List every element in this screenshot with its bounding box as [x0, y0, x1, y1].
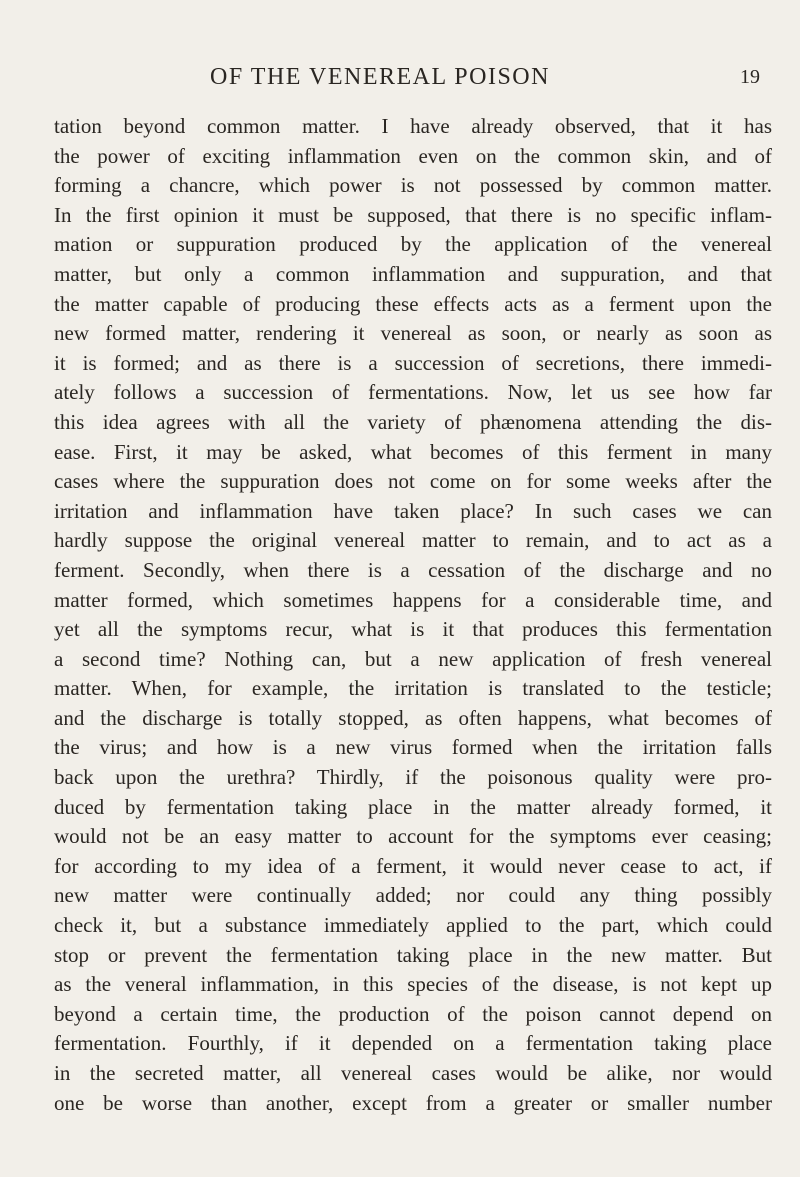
- text-line: irritation and inflammation have taken place? In such cases we can: [54, 498, 772, 523]
- text-line: it is formed; and as there is a succession of secretions, there immedi-: [54, 350, 772, 375]
- text-line: duced by fermentation taking place in the matter already formed, it: [54, 794, 772, 819]
- text-line: this idea agrees with all the variety of phænomena attending the dis-: [54, 409, 772, 434]
- text-line: matter, but only a common inflammation and suppuration, and that: [54, 261, 772, 286]
- text-line: tation beyond common matter. I have already observed, that it has: [54, 114, 772, 138]
- body-text: [54, 112, 772, 1118]
- text-line: for according to my idea of a ferment, it would never cease to act, if: [54, 853, 772, 878]
- text-line: in the secreted matter, all venereal cases would be alike, nor would: [54, 1061, 772, 1085]
- text-line: one be worse than another, except from a greater or smaller number: [54, 1090, 772, 1115]
- text-line: yet all the symptoms recur, what is it that produces this fermentation: [54, 617, 772, 642]
- text-line: mation or suppuration produced by the application of the venereal: [54, 232, 772, 257]
- text-line: In the first opinion it must be supposed, that there is no specific inflam-: [54, 202, 772, 227]
- text-line: forming a chancre, which power is not possessed by common matter.: [54, 173, 772, 198]
- text-line: cases where the suppuration does not come on for some weeks after the: [54, 469, 772, 494]
- running-head-title: OF THE VENEREAL POISON: [210, 64, 550, 90]
- running-head: [0, 62, 800, 92]
- text-line: new matter were continually added; nor could any thing possibly: [54, 883, 772, 908]
- text-line: ately follows a succession of fermentations. Now, let us see how far: [54, 380, 772, 405]
- text-line: matter. When, for example, the irritation is translated to the testicle;: [54, 676, 772, 701]
- text-line: hardly suppose the original venereal matter to remain, and to act as a: [54, 528, 772, 553]
- text-line: check it, but a substance immediately applied to the part, which could: [54, 913, 772, 938]
- text-line: the power of exciting inflammation even on the common skin, and of: [54, 143, 772, 168]
- text-line: and the discharge is totally stopped, as often happens, what becomes of: [54, 705, 772, 730]
- text-line: stop or prevent the fermentation taking place in the new matter. But: [54, 942, 772, 967]
- page-number: 19: [740, 66, 760, 88]
- text-line: ferment. Secondly, when there is a cessation of the discharge and no: [54, 557, 772, 582]
- text-line: the virus; and how is a new virus formed when the irritation falls: [54, 735, 772, 760]
- text-line: ease. First, it may be asked, what becomes of this ferment in many: [54, 439, 772, 464]
- text-line: would not be an easy matter to account for the symptoms ever ceasing;: [54, 824, 772, 849]
- text-line: back upon the urethra? Thirdly, if the poisonous quality were pro-: [54, 765, 772, 790]
- text-line: matter formed, which sometimes happens for a considerable time, and: [54, 587, 772, 612]
- text-line: the matter capable of producing these effects acts as a ferment upon the: [54, 291, 772, 316]
- text-line: as the veneral inflammation, in this species of the disease, is not kept up: [54, 972, 772, 997]
- text-line: a second time? Nothing can, but a new application of fresh venereal: [54, 646, 772, 671]
- text-line: fermentation. Fourthly, if it depended on a fermentation taking place: [54, 1031, 772, 1056]
- text-line: beyond a certain time, the production of the poison cannot depend on: [54, 1001, 772, 1026]
- text-line: new formed matter, rendering it venereal as soon, or nearly as soon as: [54, 321, 772, 346]
